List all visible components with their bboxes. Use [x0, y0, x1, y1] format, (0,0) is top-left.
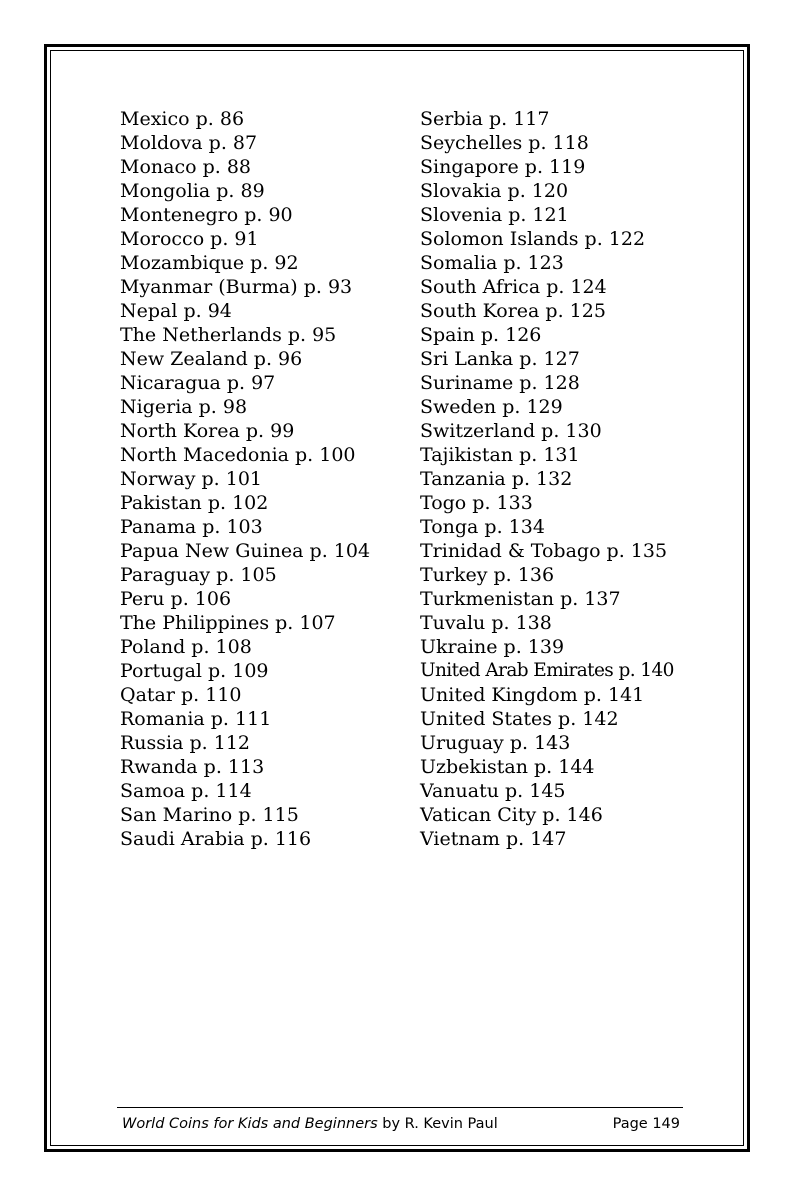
index-entry: United Kingdom p. 141: [420, 684, 645, 706]
index-entry: Suriname p. 128: [420, 372, 580, 394]
index-entry: Nepal p. 94: [120, 300, 232, 322]
index-entry: Slovenia p. 121: [420, 204, 569, 226]
index-entry: United Arab Emirates p. 140: [420, 660, 674, 681]
index-entry: Solomon Islands p. 122: [420, 228, 646, 250]
index-entry: Norway p. 101: [120, 468, 263, 490]
index-entry: Spain p. 126: [420, 324, 542, 346]
index-entry: The Philippines p. 107: [120, 612, 336, 634]
index-entry: Panama p. 103: [120, 516, 263, 538]
index-entry: Turkey p. 136: [420, 564, 555, 586]
index-entry: Morocco p. 91: [120, 228, 259, 250]
index-entry: Tuvalu p. 138: [420, 612, 552, 634]
index-entry: Singapore p. 119: [420, 156, 586, 178]
index-entry: San Marino p. 115: [120, 804, 299, 826]
footer-byline: by R. Kevin Paul: [377, 1116, 498, 1132]
index-entry: Somalia p. 123: [420, 252, 564, 274]
index-entry: Poland p. 108: [120, 636, 252, 658]
index-entry: Monaco p. 88: [120, 156, 251, 178]
index-entry: Vatican City p. 146: [420, 804, 603, 826]
index-entry: Sri Lanka p. 127: [420, 348, 580, 370]
index-entry: Peru p. 106: [120, 588, 232, 610]
index-entry: Tonga p. 134: [420, 516, 545, 538]
index-entry: Ukraine p. 139: [420, 636, 565, 658]
index-entry: Romania p. 111: [120, 708, 272, 730]
index-entry: South Africa p. 124: [420, 276, 607, 298]
index-entry: Vanuatu p. 145: [420, 780, 566, 802]
index-entry: South Korea p. 125: [420, 300, 606, 322]
index-entry: Uzbekistan p. 144: [420, 756, 595, 778]
index-entry: Nicaragua p. 97: [120, 372, 276, 394]
index-entry: Tanzania p. 132: [420, 468, 573, 490]
index-entry: North Macedonia p. 100: [120, 444, 356, 466]
index-entry: Mexico p. 86: [120, 108, 245, 130]
index-entry: Turkmenistan p. 137: [420, 588, 621, 610]
index-entry: Tajikistan p. 131: [420, 444, 580, 466]
footer-page-number: Page 149: [612, 1116, 680, 1132]
index-entry: Nigeria p. 98: [120, 396, 248, 418]
index-entry: Togo p. 133: [420, 492, 533, 514]
index-entry: Mozambique p. 92: [120, 252, 299, 274]
index-entry: North Korea p. 99: [120, 420, 295, 442]
index-entry: Sweden p. 129: [420, 396, 563, 418]
footer-book-title: World Coins for Kids and Beginners: [122, 1116, 378, 1132]
index-entry: Moldova p. 87: [120, 132, 258, 154]
index-column-right: [420, 107, 674, 851]
index-entry: Portugal p. 109: [120, 660, 269, 682]
index-entry: New Zealand p. 96: [120, 348, 303, 370]
index-entry: Myanmar (Burma) p. 93: [120, 276, 353, 298]
index-entry: Qatar p. 110: [120, 684, 242, 706]
page-footer: [122, 1113, 680, 1135]
index-entry: Serbia p. 117: [420, 108, 550, 130]
index-entry: Slovakia p. 120: [420, 180, 569, 202]
index-entry: Trinidad & Tobago p. 135: [420, 540, 668, 562]
index-entry: Paraguay p. 105: [120, 564, 277, 586]
footer-divider: [117, 1107, 683, 1108]
index-entry: Saudi Arabia p. 116: [120, 828, 312, 850]
index-entry: Russia p. 112: [120, 732, 250, 754]
index-entry: Mongolia p. 89: [120, 180, 265, 202]
index-entry: The Netherlands p. 95: [120, 324, 337, 346]
index-entry: Switzerland p. 130: [420, 420, 602, 442]
index-entry: Montenegro p. 90: [120, 204, 293, 226]
index-entry: Pakistan p. 102: [120, 492, 269, 514]
index-entry: Uruguay p. 143: [420, 732, 571, 754]
index-entry: Vietnam p. 147: [420, 828, 567, 850]
index-entry: Rwanda p. 113: [120, 756, 265, 778]
index-entry: United States p. 142: [420, 708, 619, 730]
index-column-left: [120, 107, 370, 851]
index-entry: Seychelles p. 118: [420, 132, 589, 154]
index-entry: Samoa p. 114: [120, 780, 252, 802]
index-entry: Papua New Guinea p. 104: [120, 540, 371, 562]
